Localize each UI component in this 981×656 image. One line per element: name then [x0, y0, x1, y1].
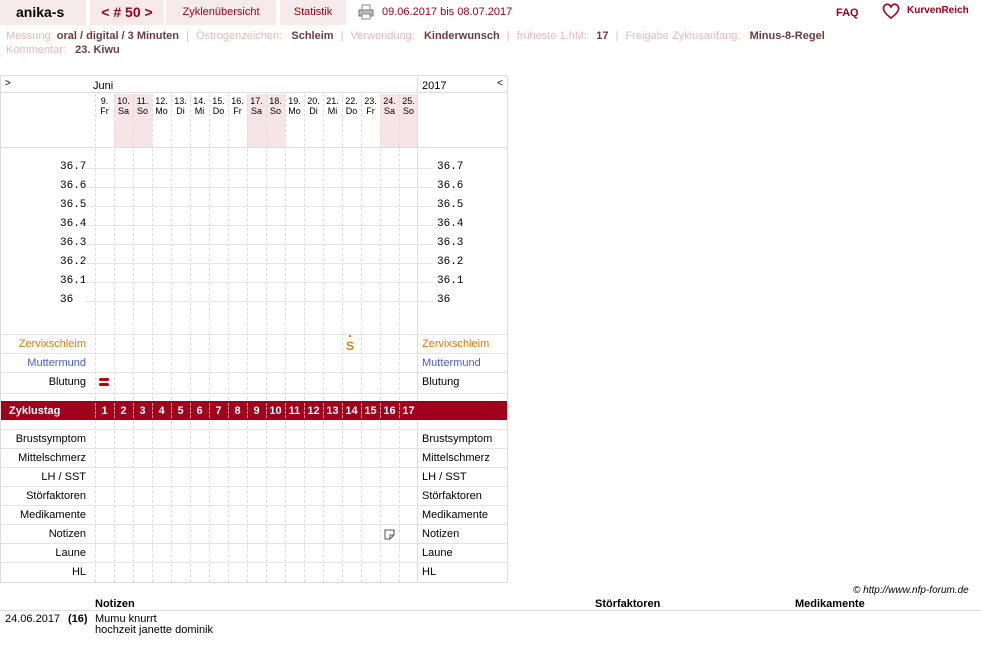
row-divider	[1, 429, 507, 430]
grid-column-line	[133, 421, 134, 582]
cycle-day-divider	[342, 403, 343, 418]
day-number: 19.	[288, 96, 301, 106]
grid-column-line	[304, 94, 305, 400]
grid-column-line	[171, 94, 172, 400]
grid-column-line	[152, 421, 153, 582]
lower-row-label-left: Notizen	[48, 528, 86, 540]
temp-label-right: 36.1	[437, 275, 464, 287]
lower-row-label-right: LH / SST	[422, 471, 467, 483]
lower-row-label-right: HL	[422, 566, 437, 578]
cycle-day-divider	[304, 403, 305, 418]
cycle-day-divider	[323, 403, 324, 418]
blutung-label-right: Blutung	[422, 376, 460, 388]
cycle-day-divider	[247, 403, 248, 418]
cycle-day-divider	[266, 403, 267, 418]
day-weekday: Mo	[288, 106, 301, 116]
day-number: 22.	[345, 96, 358, 106]
cycle-day-divider	[228, 403, 229, 418]
grid-column-line	[95, 421, 96, 582]
row-divider	[1, 448, 507, 449]
row-divider	[1, 543, 507, 544]
blutung-label-left: Blutung	[48, 376, 86, 388]
temp-label-right: 36.7	[437, 161, 464, 173]
day-number: 11.	[136, 96, 149, 106]
medikamente-column-header: Medikamente	[795, 598, 865, 610]
messung-value: oral / digital / 3 Minuten	[56, 30, 179, 42]
grid-column-line	[380, 94, 381, 400]
temp-gridline	[85, 187, 433, 188]
row-divider	[1, 353, 507, 354]
day-number: 12.	[155, 96, 168, 106]
day-weekday: Sa	[383, 106, 395, 116]
temp-gridline	[85, 244, 433, 245]
day-number: 14.	[193, 96, 206, 106]
day-weekday: Sa	[117, 106, 129, 116]
cycle-day-number: 10	[269, 405, 282, 417]
temp-label-right: 36.6	[437, 180, 464, 192]
note-text-line-1: Mumu knurrt	[95, 613, 157, 625]
grid-column-line	[342, 421, 343, 582]
cycle-day-divider	[133, 403, 134, 418]
grid-column-line	[399, 94, 400, 400]
grid-column-line	[209, 94, 210, 400]
muttermund-label-right: Muttermund	[422, 357, 481, 369]
info-line-1	[6, 30, 825, 42]
cycle-day-divider	[95, 403, 96, 418]
grid-column-line	[380, 421, 381, 582]
notes-column-header: Notizen	[95, 598, 135, 610]
day-weekday: Fr	[100, 106, 109, 116]
day-number: 13.	[174, 96, 187, 106]
zyklustag-label: Zyklustag	[9, 405, 61, 417]
grid-column-line	[266, 94, 267, 400]
cycle-day-number: 9	[253, 405, 260, 417]
temp-label-left: 36.3	[60, 237, 87, 249]
day-weekday: Do	[345, 106, 358, 116]
grid-column-line	[152, 94, 153, 400]
day-weekday: Mi	[327, 106, 338, 116]
lower-row-label-right: Mittelschmerz	[422, 452, 490, 464]
cycle-navigator[interactable]: < # 50 >	[90, 0, 164, 25]
day-number: 10.	[117, 96, 130, 106]
oestrogen-value: Schleim	[291, 30, 334, 42]
row-divider	[1, 467, 507, 468]
cycle-day-divider	[399, 403, 400, 418]
temp-label-left: 36	[60, 294, 74, 306]
lower-row-label-left: Brustsymptom	[15, 433, 86, 445]
temp-gridline	[85, 168, 433, 169]
grid-column-line	[304, 421, 305, 582]
grid-column-line	[190, 421, 191, 582]
day-weekday: Di	[309, 106, 318, 116]
lower-row-label-left: Medikamente	[19, 509, 86, 521]
note-date: 24.06.2017	[5, 613, 61, 625]
temp-label-right: 36.5	[437, 199, 464, 211]
day-weekday: So	[269, 106, 281, 116]
cycle-chart	[0, 75, 508, 583]
grid-column-line	[323, 94, 324, 400]
lower-row-label-right: Laune	[422, 547, 453, 559]
heart-logo-icon	[881, 2, 901, 20]
fhm-label: früheste 1.hM:	[516, 30, 588, 42]
separator: |	[186, 30, 189, 42]
note-icon[interactable]	[384, 529, 395, 540]
cycle-day-number: 7	[215, 405, 222, 417]
cycle-day-divider	[152, 403, 153, 418]
grid-column-line	[190, 94, 191, 400]
cycle-day-number: 11	[288, 405, 301, 417]
tab-statistics[interactable]: Statistik	[280, 0, 346, 25]
temp-label-right: 36.3	[437, 237, 464, 249]
temp-gridline	[85, 206, 433, 207]
brand-logo[interactable]: KurvenReich	[907, 5, 969, 16]
temp-label-right: 36	[437, 294, 451, 306]
grid-column-line	[285, 421, 286, 582]
temp-label-left: 36.5	[60, 199, 87, 211]
row-divider	[1, 486, 507, 487]
verwendung-label: Verwendung:	[350, 30, 415, 42]
day-number: 17.	[250, 96, 263, 106]
day-weekday: Mo	[155, 106, 168, 116]
day-weekday: So	[402, 106, 414, 116]
row-divider	[1, 334, 507, 335]
year-label: 2017	[422, 80, 447, 92]
day-number: 16.	[231, 96, 244, 106]
day-number: 23.	[364, 96, 377, 106]
day-weekday: Di	[176, 106, 185, 116]
zervix-mark-dot	[349, 335, 351, 337]
kommentar-value: 23. Kiwu	[75, 44, 120, 56]
messung-label: Messung:	[6, 30, 54, 42]
temp-label-right: 36.4	[437, 218, 464, 230]
fhm-value: 17	[596, 30, 609, 42]
header-divider	[1, 92, 507, 93]
cycle-day-divider	[285, 403, 286, 418]
cycle-day-number: 15	[364, 405, 377, 417]
row-divider	[1, 505, 507, 506]
row-divider	[1, 393, 507, 394]
cycle-day-number: 1	[101, 405, 108, 417]
temp-gridline	[85, 263, 433, 264]
header-divider	[1, 147, 507, 148]
temp-gridline	[85, 301, 433, 302]
lower-row-label-right: Störfaktoren	[422, 490, 482, 502]
day-weekday: Sa	[250, 106, 262, 116]
cycle-day-number: 8	[234, 405, 241, 417]
cycle-day-number: 12	[307, 405, 320, 417]
stoerfaktoren-column-header: Störfaktoren	[595, 598, 661, 610]
separator: |	[615, 30, 619, 42]
day-weekday: Mi	[194, 106, 205, 116]
grid-column-line	[228, 421, 229, 582]
cycle-day-number: 16	[383, 405, 396, 417]
day-number: 15.	[212, 96, 225, 106]
cycle-day-number: 4	[158, 405, 165, 417]
zervixschleim-label-left: Zervixschleim	[18, 338, 86, 350]
grid-column-line	[323, 421, 324, 582]
grid-column-line	[399, 421, 400, 582]
grid-column-line	[247, 94, 248, 400]
day-number: 9.	[100, 96, 109, 106]
freigabe-value: Minus-8-Regel	[749, 30, 825, 42]
grid-column-line	[171, 421, 172, 582]
faq-link[interactable]: FAQ	[836, 7, 859, 19]
day-weekday: Do	[212, 106, 225, 116]
freigabe-label: Freigabe Zyklusanfang:	[625, 30, 741, 42]
cycle-day-divider	[380, 403, 381, 418]
row-divider	[1, 562, 507, 563]
kommentar-label: Kommentar:	[6, 44, 66, 56]
grid-column-line	[114, 421, 115, 582]
cycle-day-divider	[114, 403, 115, 418]
cycle-day-divider	[361, 403, 362, 418]
divider	[0, 610, 981, 611]
cycle-day-divider	[209, 403, 210, 418]
row-divider	[1, 524, 507, 525]
cycle-day-number: 17	[402, 405, 415, 417]
lower-row-label-left: Mittelschmerz	[18, 452, 86, 464]
temp-label-left: 36.7	[60, 161, 87, 173]
grid-column-line	[133, 94, 134, 400]
lower-row-label-right: Brustsymptom	[422, 433, 493, 445]
grid-column-line	[247, 421, 248, 582]
cycle-day-number: 6	[196, 405, 203, 417]
info-line-2	[6, 44, 120, 56]
chart-next-button[interactable]: <	[497, 78, 503, 89]
day-number: 20.	[307, 96, 320, 106]
day-weekday: So	[136, 106, 148, 116]
grid-column-line	[95, 94, 96, 400]
temp-label-left: 36.2	[60, 256, 87, 268]
separator: |	[340, 30, 344, 42]
day-weekday: Fr	[366, 106, 375, 116]
zervixschleim-label-right: Zervixschleim	[422, 338, 490, 350]
note-cycle-day: (16)	[68, 613, 88, 625]
muttermund-label-left: Muttermund	[27, 357, 86, 369]
separator: |	[506, 30, 510, 42]
user-name[interactable]: anika-s	[0, 0, 86, 25]
cycle-day-number: 14	[345, 405, 358, 417]
blutung-mark	[99, 378, 109, 381]
tab-cycle-overview[interactable]: Zyklenübersicht	[166, 0, 276, 25]
grid-column-line	[228, 94, 229, 400]
lower-row-label-left: Laune	[55, 547, 86, 559]
cycle-day-number: 13	[326, 405, 339, 417]
lower-row-label-left: Störfaktoren	[26, 490, 86, 502]
grid-column-line	[342, 94, 343, 400]
cycle-day-divider	[171, 403, 172, 418]
day-weekday: Fr	[233, 106, 242, 116]
row-divider	[1, 372, 507, 373]
blutung-mark	[99, 383, 109, 386]
temp-gridline	[85, 282, 433, 283]
lower-row-label-right: Notizen	[422, 528, 460, 540]
temp-label-left: 36.1	[60, 275, 87, 287]
temp-gridline	[85, 225, 433, 226]
grid-column-line	[266, 421, 267, 582]
verwendung-value: Kinderwunsch	[423, 30, 500, 42]
right-panel-border	[417, 75, 418, 583]
zervix-mark: S	[346, 339, 355, 353]
oestrogen-label: Östrogenzeichen:	[195, 30, 283, 42]
copyright[interactable]: © http://www.nfp-forum.de	[853, 585, 969, 596]
temp-label-left: 36.4	[60, 218, 87, 230]
note-text-line-2: hochzeit janette dominik	[95, 624, 214, 636]
cycle-day-number: 2	[120, 405, 127, 417]
day-number: 25.	[402, 96, 415, 106]
cycle-day-divider	[190, 403, 191, 418]
lower-row-label-left: HL	[71, 566, 86, 578]
grid-column-line	[361, 94, 362, 400]
temp-label-right: 36.2	[437, 256, 464, 268]
day-number: 21.	[326, 96, 339, 106]
printer-icon[interactable]	[358, 4, 374, 20]
chart-prev-button[interactable]: >	[5, 78, 11, 89]
day-number: 18.	[269, 96, 282, 106]
grid-column-line	[114, 94, 115, 400]
lower-row-label-left: LH / SST	[41, 471, 86, 483]
cycle-day-number: 3	[139, 405, 146, 417]
cycle-day-number: 5	[177, 405, 184, 417]
temp-label-left: 36.6	[60, 180, 87, 192]
grid-column-line	[209, 421, 210, 582]
month-label: Juni	[93, 80, 114, 92]
grid-column-line	[285, 94, 286, 400]
grid-column-line	[361, 421, 362, 582]
day-number: 24.	[383, 96, 396, 106]
lower-row-label-right: Medikamente	[422, 509, 489, 521]
date-range: 09.06.2017 bis 08.07.2017	[382, 6, 513, 18]
